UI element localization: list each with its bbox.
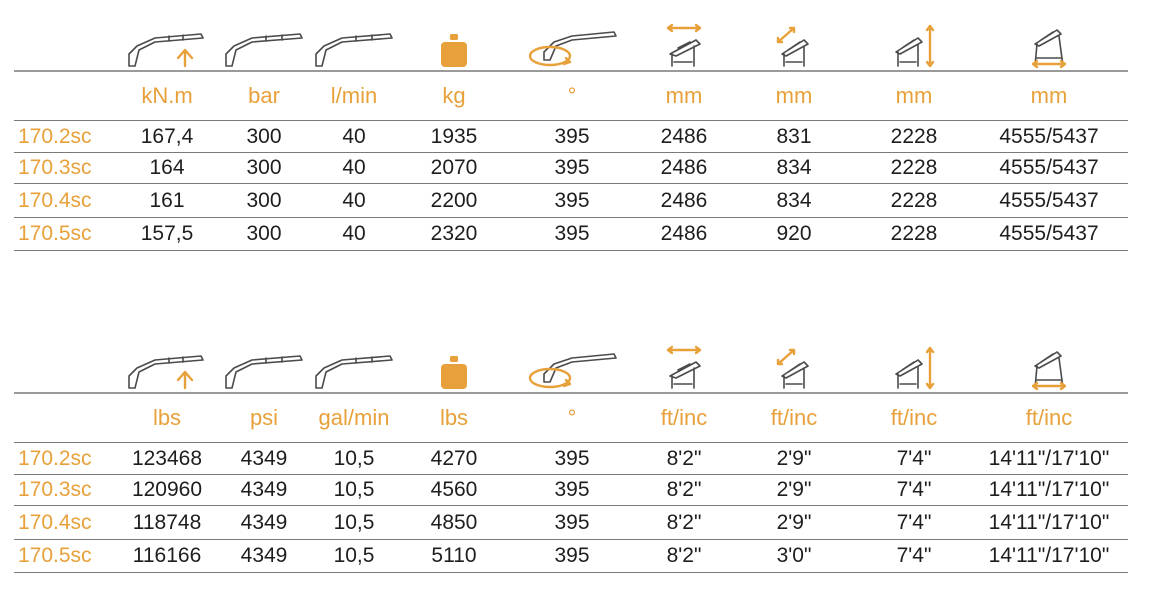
imperial-spec-table [14, 338, 1128, 573]
value-cell: 161 [149, 188, 185, 212]
value-cell: 300 [246, 124, 282, 148]
height-dimension-icon [869, 338, 959, 392]
model-name: 170.3sc [18, 478, 92, 501]
crane-lifting-moment-icon [122, 16, 212, 70]
value-cell: 300 [246, 222, 282, 245]
model-name: 170.5sc [18, 222, 92, 245]
value-cell: 2486 [660, 222, 708, 245]
value-cell: 300 [246, 188, 282, 212]
model-name: 170.2sc [18, 446, 92, 470]
value-cell: 10,5 [333, 510, 375, 534]
value-cell: 395 [554, 510, 590, 534]
units-row [14, 70, 1128, 121]
crane-pressure-icon [219, 338, 309, 392]
value-cell: 395 [554, 124, 590, 148]
crane-lifting-moment-icon [122, 338, 212, 392]
value-cell: 2486 [660, 188, 708, 212]
value-cell: 116166 [132, 544, 202, 567]
value-cell: 118748 [132, 510, 202, 534]
table-row [14, 443, 1128, 475]
model-name: 170.5sc [18, 544, 92, 567]
value-cell: 164 [149, 156, 185, 179]
table-row [14, 218, 1128, 251]
icon-header-row [14, 338, 1128, 392]
value-cell: 300 [246, 156, 282, 179]
model-name: 170.4sc [18, 510, 92, 534]
value-cell: 2'9" [776, 446, 812, 470]
value-cell: 10,5 [333, 544, 375, 567]
value-cell: 2228 [890, 222, 938, 245]
slewing-angle-icon [517, 16, 627, 70]
value-cell: 157,5 [140, 222, 194, 245]
unit-cell: l/min [330, 83, 378, 108]
table-row [14, 153, 1128, 184]
units-row [14, 392, 1128, 443]
crane-flow-rate-icon [309, 16, 399, 70]
table-row [14, 121, 1128, 153]
value-cell: 4850 [430, 510, 478, 534]
value-cell: 395 [554, 156, 590, 179]
value-cell: 4555/5437 [999, 156, 1099, 179]
value-cell: 4349 [240, 446, 288, 470]
value-cell: 4349 [240, 544, 288, 567]
unit-cell: ft/inc [770, 405, 818, 430]
value-cell: 14'11"/17'10" [988, 510, 1110, 534]
table-row [14, 475, 1128, 506]
value-cell: 8'2" [666, 446, 702, 470]
unit-cell: mm [1030, 83, 1068, 108]
width-dimension-icon [639, 16, 729, 70]
value-cell: 395 [554, 222, 590, 245]
model-name: 170.2sc [18, 124, 92, 148]
value-cell: 395 [554, 544, 590, 567]
value-cell: 7'4" [896, 478, 932, 501]
table-row [14, 184, 1128, 218]
value-cell: 167,4 [140, 124, 194, 148]
value-cell: 10,5 [333, 478, 375, 501]
value-cell: 395 [554, 188, 590, 212]
value-cell: 4560 [430, 478, 478, 501]
value-cell: 40 [342, 188, 366, 212]
value-cell: 4555/5437 [999, 124, 1099, 148]
value-cell: 2228 [890, 156, 938, 179]
model-name: 170.3sc [18, 156, 92, 179]
value-cell: 40 [342, 156, 366, 179]
value-cell: 14'11"/17'10" [988, 446, 1110, 470]
value-cell: 10,5 [333, 446, 375, 470]
unit-cell: ° [567, 83, 577, 108]
value-cell: 120960 [131, 478, 203, 501]
unit-cell: ft/inc [660, 405, 708, 430]
value-cell: 40 [342, 124, 366, 148]
unit-cell: gal/min [318, 405, 390, 430]
crane-flow-rate-icon [309, 338, 399, 392]
unit-cell: mm [665, 83, 703, 108]
value-cell: 3'0" [776, 544, 812, 567]
value-cell: 395 [554, 446, 590, 470]
value-cell: 831 [776, 124, 812, 148]
unit-cell: lbs [439, 405, 469, 430]
value-cell: 8'2" [666, 510, 702, 534]
slewing-angle-icon [517, 338, 627, 392]
value-cell: 4555/5437 [999, 222, 1099, 245]
value-cell: 5110 [431, 544, 477, 567]
value-cell: 2'9" [776, 478, 812, 501]
value-cell: 7'4" [896, 544, 932, 567]
depth-dimension-icon [749, 338, 839, 392]
value-cell: 2228 [890, 124, 938, 148]
unit-cell: mm [775, 83, 813, 108]
unit-cell: ft/inc [890, 405, 938, 430]
value-cell: 4349 [240, 510, 288, 534]
base-width-dimension-icon [1004, 338, 1094, 392]
value-cell: 14'11"/17'10" [988, 544, 1110, 567]
value-cell: 2070 [430, 156, 478, 179]
value-cell: 2320 [430, 222, 478, 245]
value-cell: 123468 [131, 446, 203, 470]
weight-icon [409, 338, 499, 392]
table-row [14, 540, 1128, 573]
crane-pressure-icon [219, 16, 309, 70]
value-cell: 834 [776, 188, 812, 212]
unit-cell: bar [248, 83, 280, 108]
unit-cell: ° [567, 405, 577, 430]
icon-header-row [14, 16, 1128, 70]
value-cell: 4349 [240, 478, 288, 501]
value-cell: 7'4" [896, 446, 932, 470]
unit-cell: mm [895, 83, 933, 108]
value-cell: 2'9" [776, 510, 812, 534]
value-cell: 2228 [890, 188, 938, 212]
value-cell: 2486 [660, 124, 708, 148]
value-cell: 4555/5437 [999, 188, 1099, 212]
table-row [14, 506, 1128, 540]
unit-cell: lbs [152, 405, 182, 430]
unit-cell: kg [442, 83, 466, 108]
value-cell: 8'2" [666, 544, 702, 567]
value-cell: 40 [342, 222, 366, 245]
value-cell: 8'2" [666, 478, 702, 501]
depth-dimension-icon [749, 16, 839, 70]
value-cell: 2200 [430, 188, 478, 212]
model-name: 170.4sc [18, 188, 92, 212]
unit-cell: psi [249, 405, 279, 430]
value-cell: 7'4" [896, 510, 932, 534]
metric-spec-table [14, 16, 1128, 251]
value-cell: 14'11"/17'10" [988, 478, 1110, 501]
value-cell: 920 [776, 222, 812, 245]
weight-icon [409, 16, 499, 70]
unit-cell: ft/inc [1025, 405, 1073, 430]
width-dimension-icon [639, 338, 729, 392]
base-width-dimension-icon [1004, 16, 1094, 70]
unit-cell: kN.m [141, 83, 193, 108]
value-cell: 2486 [660, 156, 708, 179]
value-cell: 395 [554, 478, 590, 501]
height-dimension-icon [869, 16, 959, 70]
value-cell: 1935 [430, 124, 478, 148]
value-cell: 4270 [430, 446, 478, 470]
value-cell: 834 [776, 156, 812, 179]
